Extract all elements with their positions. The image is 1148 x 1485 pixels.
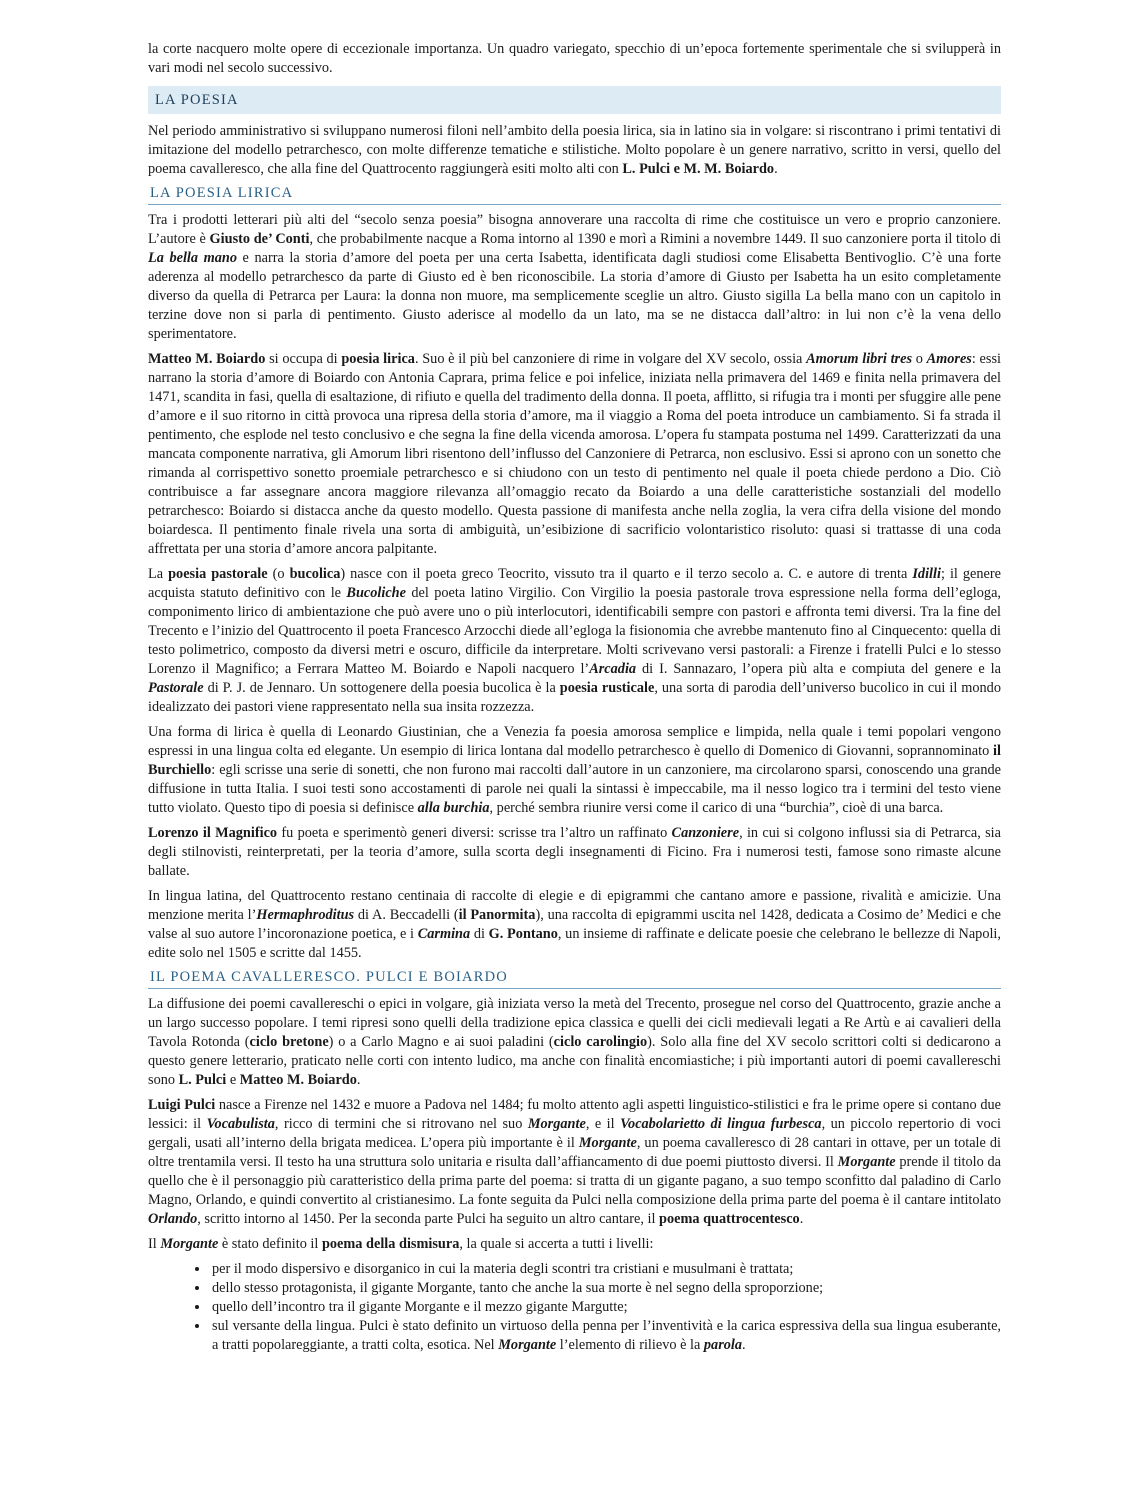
bold-italic-text: Canzoniere xyxy=(671,825,740,841)
text-run: La xyxy=(148,566,169,582)
text-run: Il xyxy=(148,1236,161,1252)
bold-text: poesia lirica xyxy=(341,351,415,367)
bold-italic-text: Morgante xyxy=(578,1135,637,1151)
text-run: , in cui si colgono influssi sia di Petrarca, sia degli stilnovisti, reinterpretati, per la teoria d’amore, sulla scorta degli insegnamenti di Ficino. Fra i numerosi testi, famose sono rimaste alcune ballate. xyxy=(148,825,1001,879)
paragraph xyxy=(148,122,1001,179)
text-run: fu poeta e sperimentò generi diversi: scrisse tra l’altro un raffinato xyxy=(277,825,672,841)
bold-italic-text: Idilli xyxy=(912,566,941,582)
text-run: , un poema cavalleresco di 28 cantari in ottave, per un totale di oltre trentamila versi. Il testo ha una struttura solo unitaria e risulta dall’affiancamento di due poemi piuttosto diversi. Il xyxy=(148,1135,1001,1170)
text-run: per il modo dispersivo e disorganico in cui la materia degli scontri tra cristiani e musulmani è trattata; xyxy=(212,1261,794,1277)
text-run: ), una raccolta di epigrammi uscita nel 1428, dedicata a Cosimo de’ Medici e che valse al suo autore l’incoronazione poetica, e i xyxy=(148,907,1002,942)
bold-italic-text: Morgante xyxy=(160,1236,219,1252)
paragraph-morgante xyxy=(148,1235,1001,1254)
text-run: di xyxy=(470,926,489,942)
list-item xyxy=(210,1260,1001,1279)
bold-text: Giusto de’ Conti xyxy=(209,231,310,247)
bold-italic-text: La bella mano xyxy=(148,250,237,266)
paragraph-pulci xyxy=(148,1096,1001,1229)
bold-italic-text: Amores xyxy=(926,351,972,367)
section-poesia-lirica xyxy=(148,211,1001,963)
text-run: nasce a Firenze nel 1432 e muore a Padova nel 1484; fu molto attento agli aspetti linguistico-stilistici e fra le prime opere si contano due lessici: il xyxy=(148,1097,1001,1132)
text-run: si occupa di xyxy=(265,351,342,367)
document-page xyxy=(148,40,1001,1359)
text-run: quello dell’incontro tra il gigante Morgante e il mezzo gigante Margutte; xyxy=(212,1299,628,1315)
bold-italic-text: Vocabolarietto di lingua furbesca xyxy=(620,1116,822,1132)
bold-text: ciclo carolingio xyxy=(553,1034,648,1050)
text-run: del poeta latino Virgilio. Con Virgilio la poesia pastorale trova espressione nella forma dell’egloga, componimento lirico di ambientazione che può avere uno o più interlocutori, identificabili sempre con pastori e affronta temi diversi. Tra la fine del Trecento e l’inizio del Quattrocento il poeta Francesco Arzocchi diede all’egloga la fisionomia che avrebbe mantenuto fino al Cinquecento: quella di testo polimetrico, composto da diversi metri e oscuro, difficile da interpretare. Molti scrivevano versi pastorali: a Firenze i fratelli Pulci e lo stesso Lorenzo il Magnifico; a Ferrara Matteo M. Boiardo e Napoli nacquero l’ xyxy=(148,585,1001,677)
text-run: di A. Beccadelli ( xyxy=(354,907,459,923)
paragraph-boiardo xyxy=(148,350,1001,559)
bold-text: il Panormita xyxy=(458,907,536,923)
text-run: . xyxy=(774,161,778,177)
text-run: ). Solo alla fine del XV secolo scrittori colti si dedicarono a questo genere letterario, praticato nelle corti con intento ludico, ma anche con finalità encomiastiche; i più importanti autori di poemi cavallereschi sono xyxy=(148,1034,1001,1088)
text-run: sul versante della lingua. Pulci è stato definito un virtuoso della penna per l’inventività e la carica espressiva della sua lingua esuberante, a tratti popolareggiante, a tratti colta, esotica. Nel xyxy=(212,1318,1001,1353)
text-run: Nel periodo amministrativo si sviluppano numerosi filoni nell’ambito della poesia lirica, sia in latino sia in volgare: si riscontrano i primi tentativi di imitazione del modello petrarchesco, con molte differenze tematiche e stilistiche. Molto popolare è un genere narrativo, scritto in versi, quello del poema cavalleresco, che alla fine del Quattrocento raggiungerà esiti molto alti con xyxy=(148,123,1001,177)
text-run: ; il genere acquista statuto definitivo con le xyxy=(148,566,1001,601)
bold-italic-text: Bucoliche xyxy=(346,585,406,601)
text-run: In lingua latina, del Quattrocento restano centinaia di raccolte di elegie e di epigrammi che cantano amore e passione, rivalità e amicizie. Una menzione merita l’ xyxy=(148,888,1001,923)
bold-italic-text: Pastorale xyxy=(148,680,204,696)
bold-italic-text: Morgante xyxy=(837,1154,896,1170)
text-run: , una sorta di parodia dell’universo bucolico in cui il mondo idealizzato dei pastori viene rappresentato nella sua insita rozzezza. xyxy=(148,680,1001,715)
bold-italic-text: Morgante xyxy=(527,1116,586,1132)
text-run: , e il xyxy=(585,1116,621,1132)
list-item xyxy=(210,1317,1001,1355)
bold-italic-text: Hermaphroditus xyxy=(256,907,355,923)
text-run: o xyxy=(912,351,927,367)
bold-text: L. Pulci xyxy=(178,1072,227,1088)
section-heading-poesia: LA POESIA xyxy=(148,86,1001,114)
list-item xyxy=(210,1279,1001,1298)
text-run: (o xyxy=(267,566,290,582)
paragraph-burchiello xyxy=(148,723,1001,818)
text-run: di P. J. de Jennaro. Un sottogenere della poesia bucolica è la xyxy=(203,680,560,696)
paragraph-latino xyxy=(148,887,1001,963)
bold-text: il Burchiello xyxy=(148,743,1001,778)
dismisura-list xyxy=(148,1260,1001,1355)
text-run: . xyxy=(799,1211,804,1227)
text-run: . Suo è il più bel canzoniere di rime in volgare del XV secolo, ossia xyxy=(414,351,807,367)
text-run: La diffusione dei poemi cavallereschi o epici in volgare, già iniziata verso la metà del Trecento, prosegue nel corso del Quattrocento, grazie anche a un largo successo popolare. I temi ripresi sono quelli della tradizione epica classica e quelli dei cicli medievali legati a Re Artù e ai cavalieri della Tavola Rotonda ( xyxy=(148,996,1001,1050)
paragraph-giusto xyxy=(148,211,1001,344)
list-item xyxy=(210,1298,1001,1317)
paragraph-diffusione xyxy=(148,995,1001,1090)
text-run: : egli scrisse una serie di sonetti, che non furono mai raccolti dall’autore in un canzoniere, ma circolarono sparsi, conoscendo una grande diffusione in tutta Italia. I suoi testi sono accostamenti di parole nei quali la sintassi è impeccabile, ma il nesso logico tra i termini del testo viene tutto violato. Questo tipo di poesia si definisce xyxy=(148,762,1001,816)
bold-text: bucolica xyxy=(289,566,341,582)
bold-italic-text: alla burchia xyxy=(417,800,490,816)
text-run: ) nasce con il poeta greco Teocrito, vissuto tra il quarto e il terzo secolo a. C. e autore di trenta xyxy=(340,566,913,582)
bold-text: poema della dismisura xyxy=(321,1236,460,1252)
section-heading-poema-cavalleresco: IL POEMA CAVALLERESCO. PULCI E BOIARDO xyxy=(148,967,1001,989)
bold-text: poesia rusticale xyxy=(559,680,655,696)
bold-text: poema quattrocentesco xyxy=(659,1211,800,1227)
intro-paragraph: la corte nacquero molte opere di eccezionale importanza. Un quadro variegato, specchio di un’epoca fortemente sperimentale che si svilupperà in vari modi nel secolo successivo. xyxy=(148,41,1001,76)
text-run: ) o a Carlo Magno e ai suoi paladini ( xyxy=(328,1034,554,1050)
bold-italic-text: Orlando xyxy=(148,1211,198,1227)
text-run: prende il titolo da quello che è il personaggio più caratteristico della prima parte del poema: si tratta di un gigante pagano, a suo tempo sconfitto dal paladino di Carlo Magno, Orlando, e quindi convertito al cristianesimo. La fonte seguita da Pulci nella composizione della prima parte del poema è il cantare intitolato xyxy=(148,1154,1001,1208)
text-run: , ricco di termini che si ritrovano nel suo xyxy=(274,1116,528,1132)
bold-text: L. Pulci e M. M. Boiardo xyxy=(622,161,775,177)
text-run: e xyxy=(226,1072,240,1088)
text-run: , perché sembra riunire versi come il carico di una “burchia”, cioè di una barca. xyxy=(489,800,944,816)
bold-italic-text: Amorum libri tres xyxy=(806,351,913,367)
text-run: Tra i prodotti letterari più alti del “secolo senza poesia” bisogna annoverare una raccolta di rime che costituisce un vero e proprio canzoniere. L’autore è xyxy=(148,212,1001,247)
section-heading-poesia-lirica: LA POESIA LIRICA xyxy=(148,183,1001,205)
paragraph-lorenzo xyxy=(148,824,1001,881)
text-run: : essi narrano la storia d’amore di Boiardo con Antonia Caprara, prima felice e poi infelice, iniziata nella primavera del 1469 e finita nella primavera del 1471, scandita in fasi, quella di esaltazione, di rifiuto e quella del tradimento della donna. Il poeta, afflitto, si rifugia tra i monti per sfuggire alle pene d’amore e il suo ritorno in città provoca una ripresa della storia d’amore, ma il viaggio a Roma del poeta introduce un cambiamento. Si fa strada il pentimento, che esplode nel testo conclusivo e che segna la fine della vicenda amorosa. L’opera fu stampata postuma nel 1499. Caratterizzati da una mancata componente narrativa, gli Amorum libri risentono dell’influsso del Canzoniere di Petrarca, non esclusivo. Essi si aprono con un sonetto che rimanda al corrispettivo sonetto proemiale petrarchesco e si chiudono con un testo di pentimento nel quale il poeta chiede perdono a Dio. Ciò contribuisce a far assegnare ancora maggiore rilevanza all’omaggio recato da Boiardo a una delle caratteristiche sostanziali del modello petrarchesco: Boiardo si distacca anche da questo modello. Questa passione di manifesta anche nella zoglia, la vera cifra della visione del mondo boiardesca. Il pentimento finale rivela una sorta di ambiguità, un’esibizione di sacrificio volontaristico risoluto: quasi si trattasse di una coda affrettata per una storia d’amore ancora palpitante. xyxy=(148,351,1001,557)
bold-text: poesia pastorale xyxy=(168,566,268,582)
bold-text: Matteo M. Boiardo xyxy=(239,1072,357,1088)
text-run: , un piccolo repertorio di voci gergali, usati all’interno della brigata medicea. L’opera più importante è il xyxy=(148,1116,1001,1151)
text-run: , un insieme di raffinate e delicate poesie che celebrano le bellezze di Napoli, edite solo nel 1505 e scritte dal 1455. xyxy=(148,926,1001,961)
bold-text: G. Pontano xyxy=(488,926,558,942)
bold-italic-text: Vocabulista xyxy=(206,1116,275,1132)
text-run: di I. Sannazaro, l’opera più alta e compiuta del genere e la xyxy=(636,661,1001,677)
text-run: dello stesso protagonista, il gigante Morgante, tanto che anche la sua morte è nel segno della sproporzione; xyxy=(212,1280,824,1296)
text-run: e narra la storia d’amore del poeta per una certa Isabetta, identificata dagli studiosi come Elisabetta Bentivoglio. C’è una forte aderenza al modello petrarchesco da parte di Giusto ed è ben riconoscibile. La storia d’amore di Giusto per Isabetta ha un esito completamente diverso da quella di Petrarca per Laura: la donna non muore, ma semplicemente sceglie un altro. Giusto sigilla La bella mano con un capitolo in terzine dove non si parla di pentimento. Giusto aderisce al modello da un lato, ma se ne distacca dall’altro: in lui non c’è la vena dello sperimentatore. xyxy=(148,250,1001,342)
text-run: . xyxy=(356,1072,361,1088)
text-run: è stato definito il xyxy=(218,1236,322,1252)
bold-italic-text: Carmina xyxy=(417,926,471,942)
section-poema-cavalleresco xyxy=(148,995,1001,1355)
bold-text: Lorenzo il Magnifico xyxy=(148,825,278,841)
bold-italic-text: Arcadia xyxy=(589,661,637,677)
text-run: Una forma di lirica è quella di Leonardo Giustinian, che a Venezia fa poesia amorosa semplice e limpida, nella quale i temi popolari vengono espressi in una lingua colta ed elegante. Un esempio di lirica lontana dal modello petrarchesco è quello di Domenico di Giovanni, soprannominato xyxy=(148,724,1001,759)
bold-italic-text: Morgante xyxy=(498,1337,557,1353)
text-run: , la quale si accerta a tutti i livelli: xyxy=(459,1236,654,1252)
bold-text: Luigi Pulci xyxy=(148,1097,216,1113)
text-run: , che probabilmente nacque a Roma intorno al 1390 e morì a Rimini a novembre 1449. Il suo canzoniere porta il titolo di xyxy=(309,231,1001,247)
bold-text: Matteo M. Boiardo xyxy=(148,351,266,367)
text-run: l’elemento di rilievo è la xyxy=(556,1337,704,1353)
section-poesia xyxy=(148,122,1001,179)
paragraph-pastorale xyxy=(148,565,1001,717)
text-run: , scritto intorno al 1450. Per la seconda parte Pulci ha seguito un altro cantare, il xyxy=(197,1211,660,1227)
text-run: . xyxy=(742,1337,746,1353)
bold-text: ciclo bretone xyxy=(249,1034,329,1050)
bold-italic-text: parola xyxy=(703,1337,743,1353)
